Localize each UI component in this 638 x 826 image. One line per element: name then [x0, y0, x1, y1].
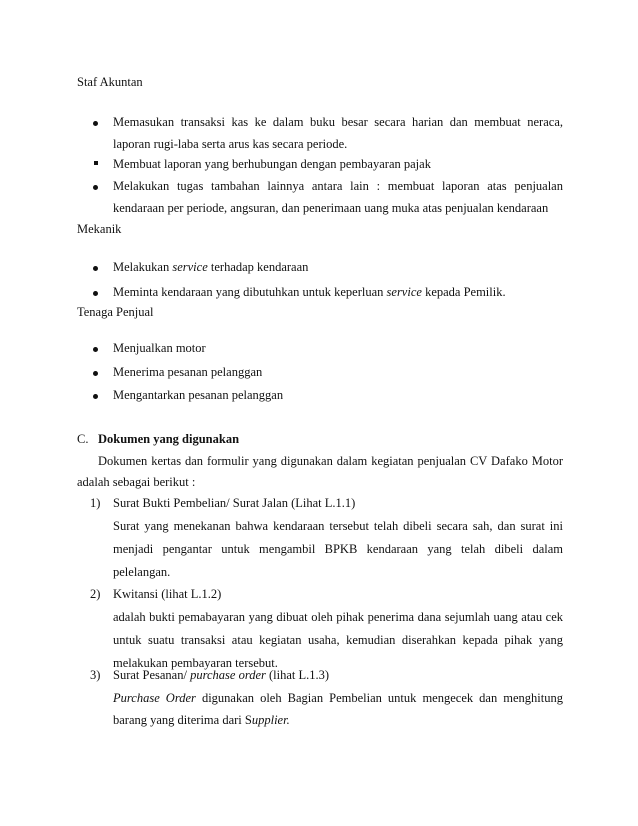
doc-3-line-2: barang yang diterima dari Supplier. — [113, 713, 290, 727]
doc-2-line-2: untuk suatu transaksi atau kegiatan usaha, kemudian diserahkan kepada pihak yang — [113, 633, 563, 647]
tenaga-penjual-item-3: Mengantarkan pesanan pelanggan — [113, 388, 284, 402]
doc-1-title: Surat Bukti Pembelian/ Surat Jalan (Lihat L.1.1) — [113, 496, 356, 510]
bullet-icon — [93, 394, 98, 399]
doc-1-number: 1) — [90, 496, 101, 510]
doc-3-title: Surat Pesanan/ purchase order (lihat L.1.3) — [113, 668, 330, 682]
bullet-icon — [93, 266, 98, 271]
doc-3-number: 3) — [90, 668, 101, 682]
staf-akuntan-item-3-line-1: Melakukan tugas tambahan lainnya antara lain : membuat laporan atas penjualan — [113, 179, 563, 193]
doc-1-line-2: menjadi pengantar untuk mengambil BPKB kendaraan yang telah dibeli dalam — [113, 542, 563, 556]
doc-2-line-1: adalah bukti pemabayaran yang dibuat oleh pihak penerima dana sejumlah uang atau cek — [113, 610, 563, 624]
mekanik-heading: Mekanik — [77, 222, 122, 236]
section-c-intro-line-1: Dokumen kertas dan formulir yang digunakan dalam kegiatan penjualan CV Dafako Motor — [98, 454, 563, 468]
bullet-icon — [93, 371, 98, 376]
tenaga-penjual-item-2: Menerima pesanan pelanggan — [113, 365, 263, 379]
section-c-intro-line-2: adalah sebagai berikut : — [77, 475, 196, 489]
doc-2-title: Kwitansi (lihat L.1.2) — [113, 587, 222, 601]
bullet-icon — [94, 161, 98, 165]
mekanik-item-1: Melakukan service terhadap kendaraan — [113, 260, 309, 274]
section-c-letter: C. — [77, 432, 89, 446]
staf-akuntan-item-1-line-2: laporan rugi-laba serta arus kas secara periode. — [113, 137, 348, 151]
doc-1-line-1: Surat yang menekanan bahwa kendaraan tersebut telah dibeli secara sah, dan surat ini — [113, 519, 563, 533]
bullet-icon — [93, 121, 98, 126]
doc-3-line-1: Purchase Order digunakan oleh Bagian Pembelian untuk mengecek dan menghitung — [113, 691, 564, 705]
tenaga-penjual-item-1: Menjualkan motor — [113, 341, 206, 355]
bullet-icon — [93, 291, 98, 296]
doc-1-line-3: pelelangan. — [113, 565, 171, 579]
doc-2-number: 2) — [90, 587, 101, 601]
tenaga-penjual-heading: Tenaga Penjual — [77, 305, 154, 319]
bullet-icon — [93, 185, 98, 190]
section-c-title: Dokumen yang digunakan — [98, 432, 240, 446]
staf-akuntan-item-3-line-2: kendaraan per periode, angsuran, dan penerimaan uang muka atas penjualan kendaraan — [113, 201, 549, 215]
doc-2-line-3: melakukan pembayaran tersebut. — [113, 656, 278, 670]
staf-akuntan-item-2: Membuat laporan yang berhubungan dengan pembayaran pajak — [113, 157, 431, 171]
bullet-icon — [93, 347, 98, 352]
staf-akuntan-heading: Staf Akuntan — [77, 75, 143, 89]
staf-akuntan-item-1-line-1: Memasukan transaksi kas ke dalam buku besar secara harian dan membuat neraca, — [113, 115, 563, 129]
mekanik-item-2: Meminta kendaraan yang dibutuhkan untuk keperluan service kepada Pemilik. — [113, 285, 506, 299]
